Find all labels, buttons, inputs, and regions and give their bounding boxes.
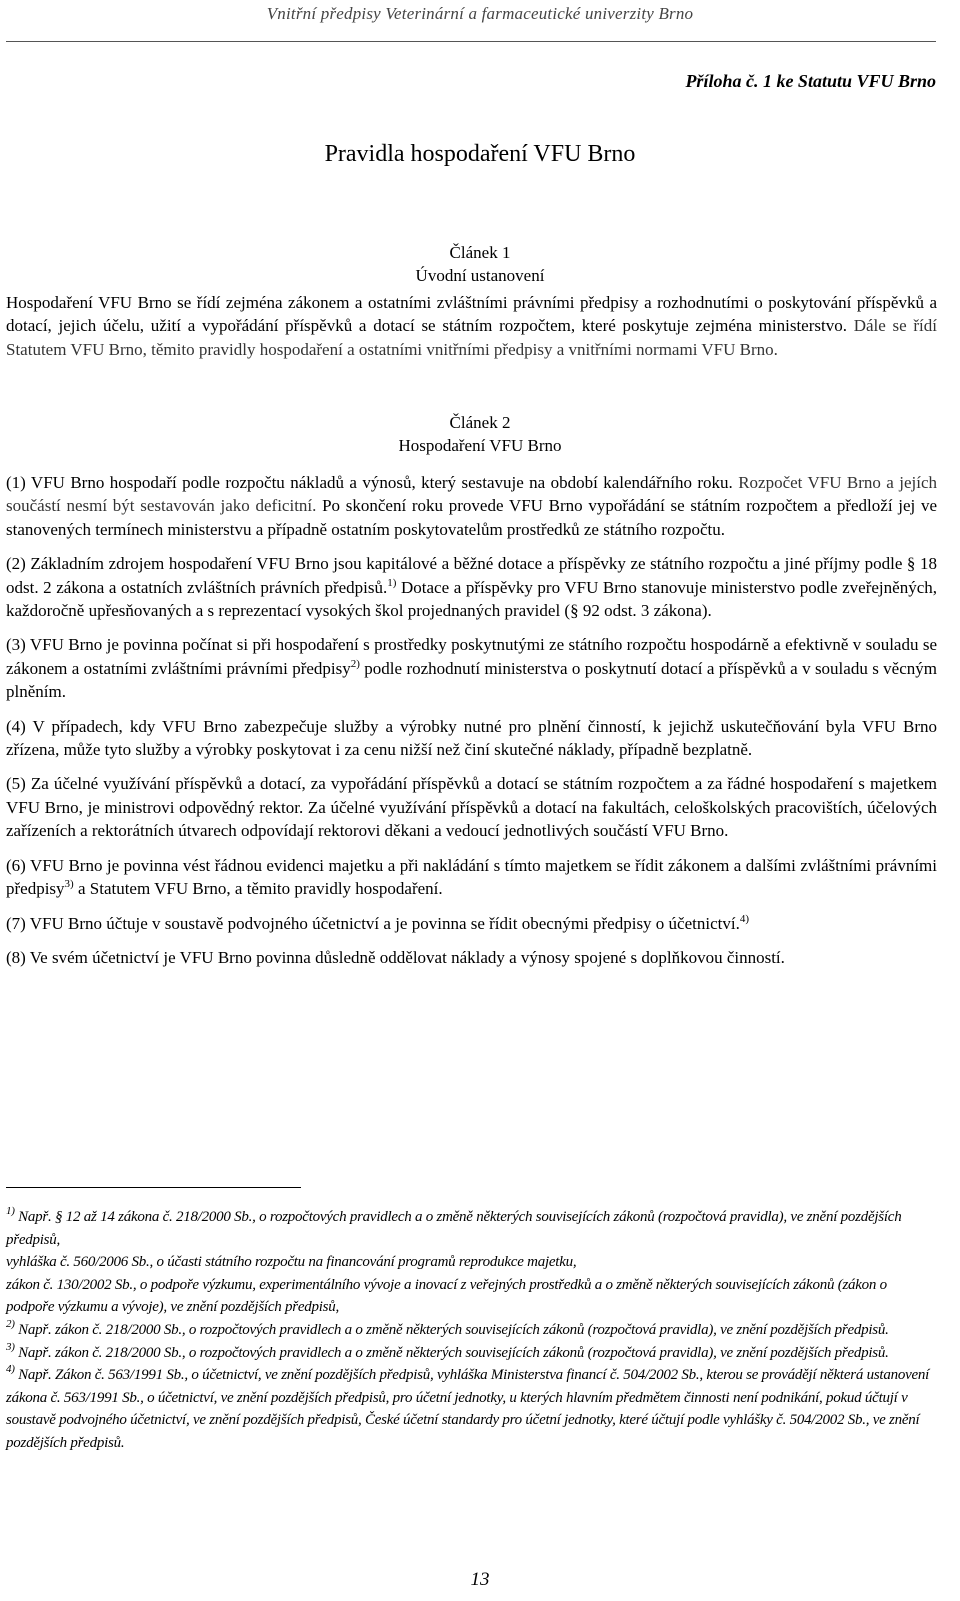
paragraph-2-text-a: (2) Základním zdrojem hospodaření VFU Brno jsou kapitálové a běžné dotace a příspěvky ze státního rozpočtu a jiné příjmy podle § 18 odst. 2 zákona a ostatních zvláštních právních předpisů. [6,554,937,597]
paragraph-6-text-b: a Statutem VFU Brno, a těmito pravidly hospodaření. [73,879,443,899]
paragraph-4: (4) V případech, kdy VFU Brno zabezpečuje služby a výrobky nutné pro plnění činností, k jejichž uskutečňování byla VFU Brno zřízena, může tyto služby a výrobky poskytovat i za cenu nižší než činí skutečné náklady, případně bezplatně. [6,716,937,760]
running-header: Vnitřní předpisy Veterinární a farmaceutické univerzity Brno [266,4,694,23]
paragraph-8: (8) Ve svém účetnictví je VFU Brno povinna důsledně oddělovat náklady a výnosy spojené s doplňkovou činností. [6,947,785,967]
paragraph-6-text-a: (6) VFU Brno je povinna vést řádnou evidenci majetku a při nakládání s tímto majetkem se řídit zákonem a dalšími zvláštními právními předpisy [6,855,937,899]
paragraph-3-text-b: podle rozhodnutí ministerstva o poskytnutí dotací a příspěvků a v souladu s věcným plněním. [6,658,937,702]
article-1-heading [0,241,960,287]
footnote-ref-4[interactable]: 4) [739,912,750,925]
header-divider [6,41,936,42]
paragraph-3 [6,633,937,703]
footnote-3 [6,1342,937,1365]
footnote-2 [6,1319,937,1342]
paragraph-1-text-c: Po skončení roku provede VFU Brno vypořádání se státním rozpočtem a předloží jej ve stanovených termínech ministerstvu a případně ostatním poskytovatelům prostředků ze státního rozpočtu. [6,496,937,539]
document-title: Pravidla hospodaření VFU Brno [324,141,636,167]
footnote-3-mark: 3) [6,1340,15,1353]
paragraph-3-text-a: (3) VFU Brno je povinna počínat si při hospodaření s prostředky poskytnutými ze státního rozpočtu hospodárně a efektivně v souladu se zákonem a ostatními zvláštními právními předpisy [6,635,937,678]
footnote-1 [6,1206,937,1251]
footnote-4 [6,1364,937,1454]
footnote-2-text: Např. zákon č. 218/2000 Sb., o rozpočtových pravidlech a o změně některých souvisejících zákonů (rozpočtová pravidla), ve znění pozdějších předpisů. [14,1321,889,1338]
article-2-body [6,471,937,969]
paragraph-5: (5) Za účelné využívání příspěvků a dotací, za vypořádání příspěvků a dotací se státním rozpočtem a za řádné hospodaření s majetkem VFU Brno, je ministrovi odpovědný rektor. Za účelné využívání příspěvků a dotací na fakultách, celoškolských pracovištích, účelových zařízeních a rektorátních útvarech odpovídají rektorovi děkani a vedoucí jednotlivých součástí VFU Brno. [6,774,937,841]
footnote-1-line-c: zákon č. 130/2002 Sb., o podpoře výzkumu, experimentálního vývoje a inovací z veřejných prostředků a o změně některých souvisejících zákonů (zákon o podpoře výzkumu a vývoje), ve znění pozdějších předpisů, [6,1276,887,1316]
paragraph-7-text: (7) VFU Brno účtuje v soustavě podvojného účetnictví a je povinna se řídit obecnými předpisy o účetnictví. [6,913,740,933]
footnote-4-text: Např. Zákon č. 563/1991 Sb., o účetnictví, ve znění pozdějších předpisů, vyhláška Ministerstva financí č. 504/2002 Sb., kterou se provádějí některá ustanovení zákona č. 563/1991 Sb., o účetnictví, ve znění pozdějších předpisů, pro účetní jednotky, u kterých hlavním předmětem činnosti není podnikání, pokud účtují v soustavě podvojného účetnictví, ve znění pozdějších předpisů, České účetní standardy pro účetní jednotky, které účtují podle vyhlášky č. 504/2002 Sb., ve znění pozdějších předpisů. [6,1367,930,1451]
article-1-text-b: Dále se řídí Statutem VFU Brno, těmito pravidly hospodaření a ostatními vnitřními předpisy a vnitřními normami VFU Brno. [6,316,937,359]
paragraph-2 [6,552,937,622]
article-2-heading [0,411,960,457]
article-1-paragraph [6,291,937,361]
article-2-title: Hospodaření VFU Brno [398,436,562,455]
footnote-separator [6,1187,301,1188]
paragraph-7 [6,912,937,935]
footnotes [6,1206,937,1455]
footnote-ref-3[interactable]: 3) [64,878,74,891]
annex-label: Příloha č. 1 ke Statutu VFU Brno [685,71,936,91]
footnote-4-mark: 4) [6,1363,15,1376]
footnote-3-text: Např. zákon č. 218/2000 Sb., o rozpočtových pravidlech a o změně některých souvisejících zákonů (rozpočtová pravidla), ve znění pozdějších předpisů. [14,1344,889,1361]
paragraph-6 [6,854,937,901]
paragraph-1 [6,471,937,541]
footnote-ref-1[interactable]: 1) [387,576,397,589]
footnote-1-mark: 1) [6,1205,15,1217]
footnote-2-mark: 2) [6,1317,15,1330]
footnote-1-text-a: Např. § 12 až 14 zákona č. 218/2000 Sb., o rozpočtových pravidlech a o změně některých souvisejících zákonů (rozpočtová pravidla), ve znění pozdějších předpisů, [6,1209,902,1248]
footnote-ref-2[interactable]: 2) [350,657,360,670]
page-number: 13 [470,1569,490,1590]
article-1-title: Úvodní ustanovení [415,266,545,285]
article-1-number: Článek 1 [449,243,511,262]
paragraph-2-text-b: Dotace a příspěvky pro VFU Brno stanovuje ministerstvo podle zveřejněných, každoročně upřesňovaných a s reprezentací vysokých škol projednaných pravidel (§ 92 odst. 3 zákona). [6,577,937,621]
article-1-body [6,291,937,361]
article-2-number: Článek 2 [449,413,511,432]
footnote-1-line-b: vyhláška č. 560/2006 Sb., o účasti státního rozpočtu na financování programů reprodukce majetku, [6,1254,577,1271]
paragraph-1-text-a: (1) VFU Brno hospodaří podle rozpočtu nákladů a výnosů, který sestavuje na období kalendářního roku. [6,473,739,492]
paragraph-1-text-b: Rozpočet VFU Brno a jejích součástí nesmí být sestavován jako deficitní. [6,473,937,516]
article-1-text-a: Hospodaření VFU Brno se řídí zejména zákonem a ostatními zvláštními právními předpisy a rozhodnutími o poskytování příspěvků a dotací, jejich účelu, užití a vypořádání příspěvků a dotací se státním rozpočtem, které poskytuje zejména ministerstvo. [6,293,937,336]
